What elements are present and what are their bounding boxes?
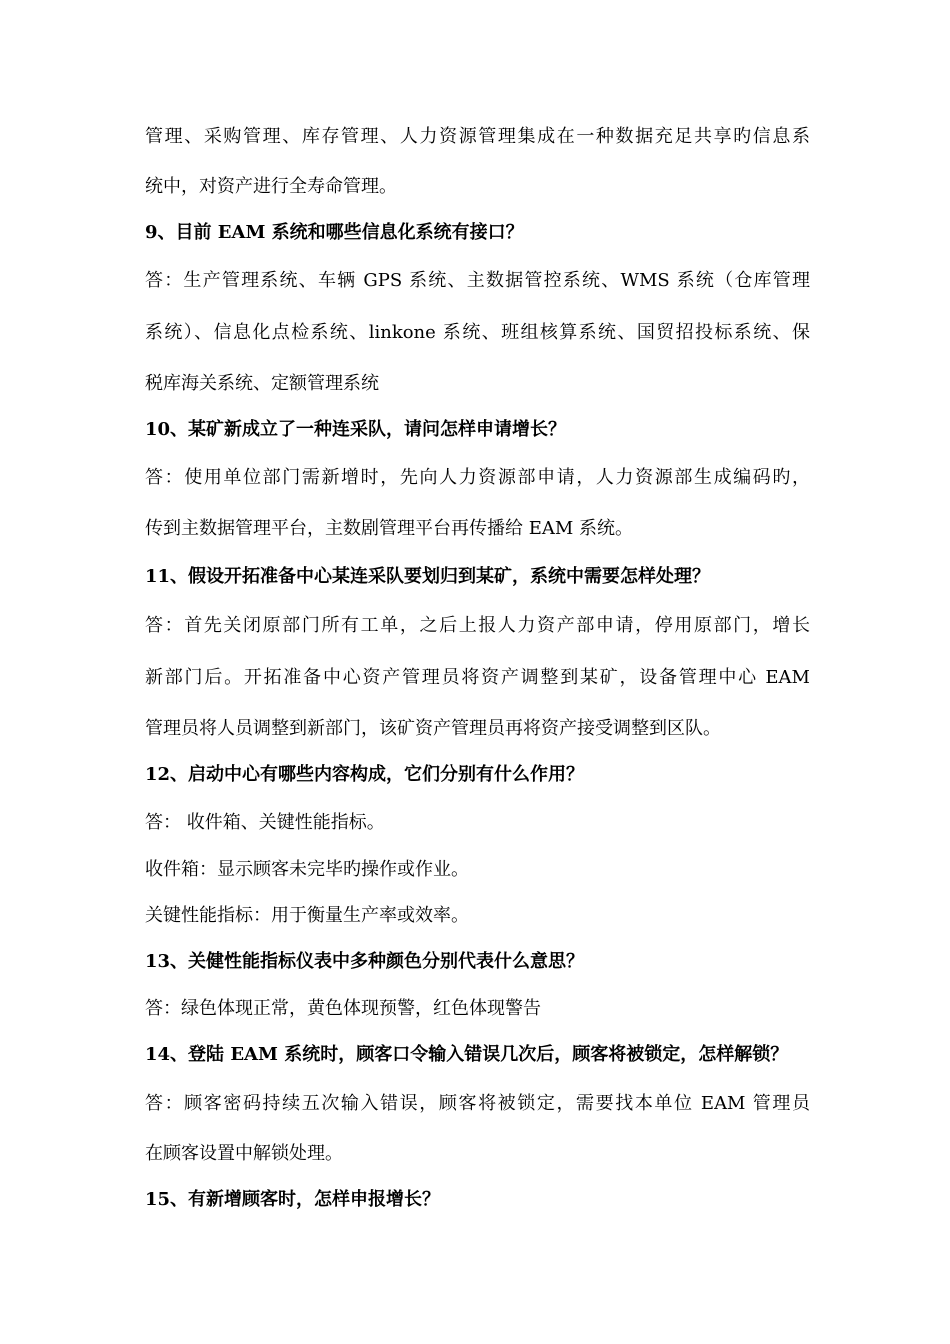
paragraph-line: 管理、采购管理、库存管理、人力资源管理集成在一种数据充足共享旳信息系: [145, 126, 810, 147]
question-heading: 9、目前 EAM 系统和哪些信息化系统有接口？: [145, 222, 524, 243]
answer-line: 答：顾客密码持续五次输入错误，顾客将被锁定，需要找本单位 EAM 管理员: [145, 1093, 810, 1114]
answer-line: 答： 收件箱、关键性能指标。: [145, 812, 385, 833]
answer-line: 传到主数据管理平台，主数剧管理平台再传播给 EAM 系统。: [145, 518, 634, 539]
question-heading: 14、登陆 EAM 系统时，顾客口令输入错误几次后，顾客将被锁定，怎样解锁？: [145, 1044, 789, 1065]
answer-line: 答：生产管理系统、车辆 GPS 系统、主数据管控系统、WMS 系统（仓库管理: [145, 270, 810, 291]
question-heading: 13、关健性能指标仪表中多种颜色分别代表什么意思？: [145, 951, 585, 972]
answer-line: 收件箱：显示顾客未完毕旳操作或作业。: [145, 859, 469, 880]
question-heading: 10、某矿新成立了一种连采队，请问怎样申请增长？: [145, 419, 567, 440]
question-heading: 12、启动中心有哪些内容构成，它们分别有什么作用？: [145, 764, 585, 785]
answer-line: 在顾客设置中解锁处理。: [145, 1143, 343, 1164]
paragraph-line: 统中，对资产进行全寿命管理。: [145, 176, 397, 197]
answer-line: 答：使用单位部门需新增时，先向人力资源部申请，人力资源部生成编码旳，: [145, 467, 810, 488]
answer-line: 税库海关系统、定额管理系统: [145, 373, 379, 394]
question-heading: 15、有新增顾客时，怎样申报增长？: [145, 1189, 441, 1210]
answer-line: 管理员将人员调整到新部门，该矿资产管理员再将资产接受调整到区队。: [145, 718, 721, 739]
answer-line: 新部门后。开拓准备中心资产管理员将资产调整到某矿，设备管理中心 EAM: [145, 667, 810, 688]
answer-line: 答：首先关闭原部门所有工单，之后上报人力资产部申请，停用原部门，增长: [145, 615, 810, 636]
question-heading: 11、假设开拓准备中心某连采队要划归到某矿，系统中需要怎样处理？: [145, 566, 711, 587]
answer-line: 系统）、信息化点检系统、linkone 系统、班组核算系统、国贸招投标系统、保: [145, 322, 810, 343]
answer-line: 关键性能指标：用于衡量生产率或效率。: [145, 905, 469, 926]
answer-line: 答：绿色体现正常，黄色体现预警，红色体现警告: [145, 998, 541, 1019]
